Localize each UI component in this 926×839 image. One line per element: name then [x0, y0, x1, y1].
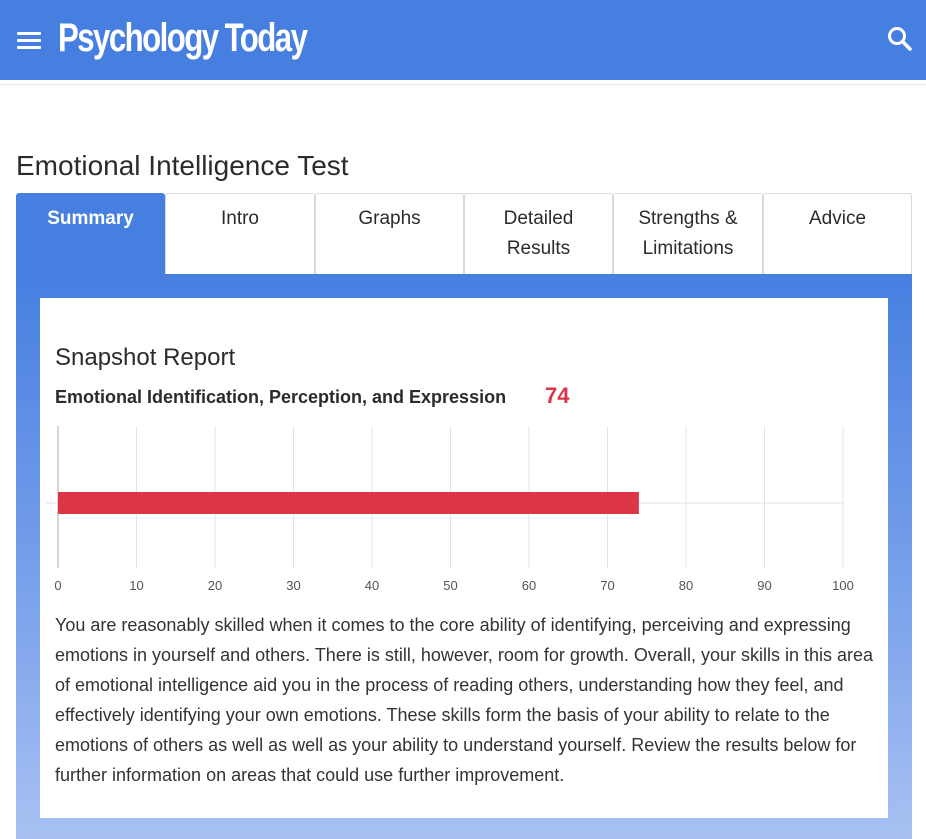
menu-line: [17, 32, 41, 35]
x-axis-tick-label: 20: [207, 578, 223, 593]
tab-detailed-results[interactable]: [464, 193, 613, 274]
metric-score: 74: [545, 383, 570, 408]
x-axis-tick-label: 60: [521, 578, 537, 593]
x-axis-tick-label: 90: [757, 578, 772, 593]
tab-label: Detailed Results: [503, 208, 574, 259]
x-axis-tick-label: 50: [443, 578, 458, 593]
report-description: You are reasonably skilled when it comes to the core ability of identifying, perceiving and expressing emotions in yourself and others. There is still, however, room for growth. Overall, your skills in this area of emotional intelligence aid you in the process of reading others, understanding how they feel, and effectively identifying your own emotions. These skills form the basis of your ability to relate to the emotions of others as well as well as your ability to understand yourself. Review the results below for further information on areas that could use further improvement.: [55, 615, 874, 785]
x-axis-tick-label: 100: [832, 578, 854, 593]
x-axis-tick-label: 40: [364, 578, 380, 593]
tab-label: Intro: [220, 208, 260, 229]
search-icon[interactable]: [886, 25, 914, 53]
tab-label: Strengths & Limitations: [638, 208, 738, 259]
menu-line: [17, 46, 41, 49]
header-divider: [0, 80, 926, 85]
tab-graphs[interactable]: [315, 193, 464, 274]
search-icon-graphic: [886, 25, 914, 53]
score-bar-chart: [55, 418, 875, 593]
tab-label: Advice: [808, 208, 867, 229]
hamburger-menu-icon[interactable]: [17, 31, 41, 49]
tab-bar: [16, 193, 912, 274]
x-axis-tick-label: 30: [286, 578, 301, 593]
x-axis-tick-label: 80: [678, 578, 694, 593]
snapshot-report-card: [40, 298, 888, 818]
tab-label: Graphs: [358, 208, 421, 229]
tab-advice[interactable]: [763, 193, 912, 274]
menu-line: [17, 39, 41, 42]
tab-intro[interactable]: [165, 193, 315, 274]
report-title: Snapshot Report: [55, 344, 236, 371]
tab-summary[interactable]: [16, 193, 165, 274]
tab-strengths-limitations[interactable]: [613, 193, 763, 274]
score-bar: [58, 492, 639, 514]
x-axis-tick-label: 0: [54, 578, 62, 593]
summary-panel: [16, 274, 912, 839]
top-navigation-bar: [0, 0, 926, 80]
page-title: Emotional Intelligence Test: [16, 150, 349, 181]
site-logo[interactable]: Psychology Today: [58, 16, 307, 60]
metric-label: Emotional Identification, Perception, and Expression: [55, 387, 507, 407]
x-axis-tick-label: 10: [129, 578, 144, 593]
x-axis-tick-label: 70: [600, 578, 615, 593]
tab-label: Summary: [47, 208, 134, 229]
